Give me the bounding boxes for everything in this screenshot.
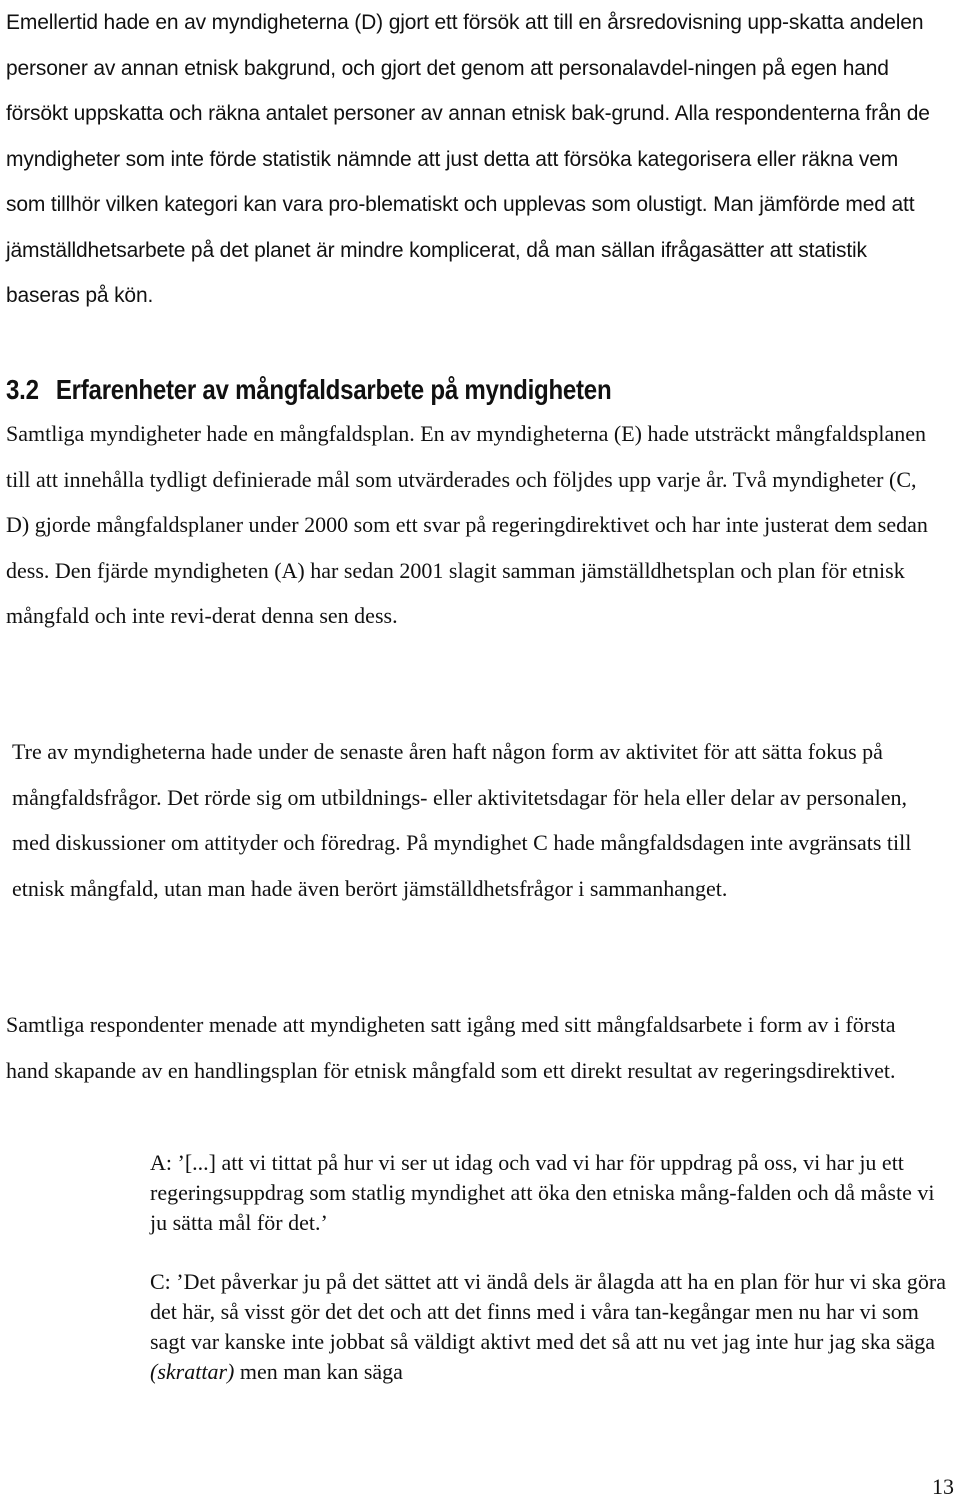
paragraph-text: Tre av myndigheterna hade under de senaste åren haft någon form av aktivitet för att sätta fokus på mångfaldsfrågor. Det rörde sig om utbildnings- eller aktivitetsdagar för hela eller delar av personalen, med diskussioner om attityder och föredrag. På myndighet C hade mångfaldsdagen inte avgränsats till etnisk mångfald, utan man hade även berört jämställdhetsfrågor i sammanhanget. [12,739,912,901]
body-paragraph [6,1002,938,1093]
paragraph-text: Samtliga respondenter menade att myndigheten satt igång med sitt mångfaldsarbete i form av i första hand skapande av en handlingsplan för etnisk mångfald som ett direkt resultat av regeringsdirektivet. [6,1012,896,1083]
section-heading [6,370,780,410]
body-paragraph [12,729,938,911]
interview-quote [150,1148,955,1238]
section-number: 3.2 [6,374,39,405]
body-paragraph [6,0,938,319]
quote-text: men man kan säga [239,1359,403,1384]
quote-text: C: ’Det påverkar ju på det sättet att vi ändå dels är ålagda att ha en plan för hur vi ska göra det här, så visst gör det det och att det finns med i våra tan-kegångar men nu har vi som sagt var kanske inte jobbat så väldigt aktivt med det så att nu vet jag inte hur jag ska säga [150,1269,946,1354]
quote-aside: (skrattar) [150,1359,235,1384]
paragraph-text: Emellertid hade en av myndigheterna (D) gjort ett försök att till en årsredovisning upp-skatta andelen personer av annan etnisk bakgrund, och gjort det genom att personalavdel-ningen på egen hand försökt uppskatta och räkna antalet personer av annan etnisk bak-grund. Alla respondenterna från de myndigheter som inte förde statistik nämnde att just detta att försöka kategorisera eller räkna vem som tillhör vilken kategori kan vara pro-blematiskt och upplevas som olustigt. Man jämförde med att jämställdhetsarbete på det planet är mindre komplicerat, då man sällan ifrågasätter att statistik baseras på kön. [6,11,930,307]
interview-quote [150,1267,955,1387]
paragraph-text: Samtliga myndigheter hade en mångfaldsplan. En av myndigheterna (E) hade utsträckt mångfaldsplanen till att innehålla tydligt definierade mål som utvärderades och följdes upp varje år. Två myndigheter (C, D) gjorde mångfaldsplaner under 2000 som ett svar på regeringdirektivet och har inte justerat dem sedan dess. Den fjärde myndigheten (A) har sedan 2001 slagit samman jämställdhetsplan och plan för etnisk mångfald och inte revi-derat denna sen dess. [6,421,928,628]
page-number: 13 [932,1474,954,1499]
section-title: Erfarenheter av mångfaldsarbete på myndigheten [55,374,612,405]
quote-text: A: ’[...] att vi tittat på hur vi ser ut idag och vad vi har för uppdrag på oss, vi har ju ett regeringsuppdrag som statlig myndighet att öka den etniska mång-falden och då måste vi ju sätta mål för det.’ [150,1150,935,1235]
body-paragraph [6,411,938,639]
